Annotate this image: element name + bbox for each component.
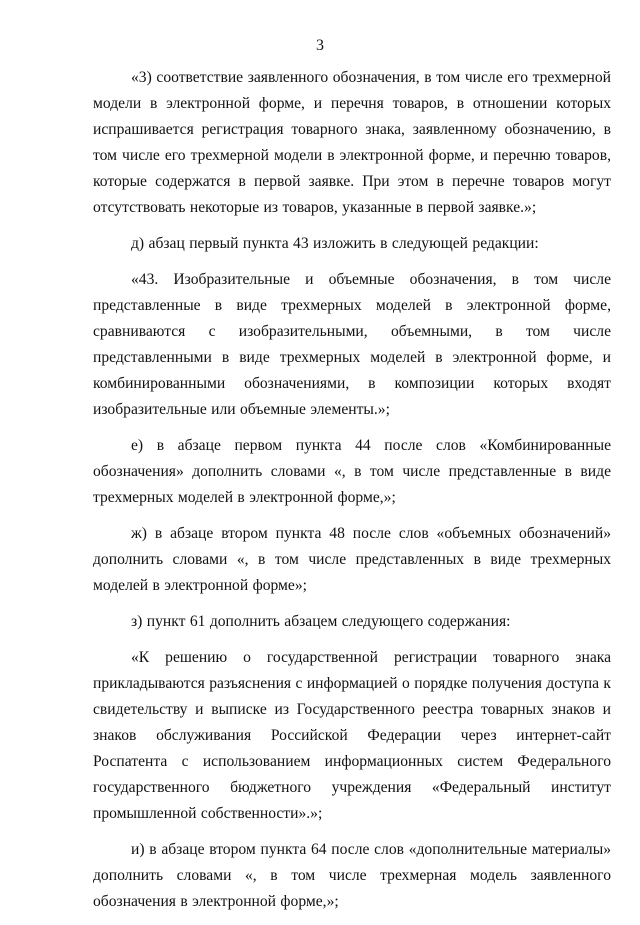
paragraph-subpoint-z: з) пункт 61 дополнить абзацем следующего содержания: — [131, 613, 511, 630]
document-body — [93, 65, 611, 925]
paragraph-subpoint-i: и) в абзаце втором пункта 64 после слов «дополнительные материалы» дополнить словами «, в том числе трехмерная модель заявленного обозначения в электронной форме,»; — [93, 841, 611, 910]
page-number: 3 — [316, 37, 324, 54]
paragraph-point-43: «43. Изобразительные и объемные обозначения, в том числе представленные в виде трехмерных моделей в электронной форме, сравниваются с изобразительными, объемными, в том числе представленными в виде трехмерных моделей в электронной форме, и комбинированными обозначениями, в композиции которых входят изобразительные или объемные элементы.»; — [93, 271, 611, 418]
paragraph-subpoint-d: д) абзац первый пункта 43 изложить в следующей редакции: — [131, 235, 539, 252]
paragraph-point-61-addition: «К решению о государственной регистрации товарного знака прикладываются разъяснения с информацией о порядке получения доступа к свидетельству и выписке из Государственного реестра товарных знаков и знаков обслуживания Российской Федерации через интернет-сайт Роспатента с использованием информационных систем Федерального государственного бюджетного учреждения «Федеральный институт промышленной собственности».»; — [93, 649, 611, 822]
paragraph-item-3: «3) соответствие заявленного обозначения, в том числе его трехмерной модели в электронной форме, и перечня товаров, в отношении которых испрашивается регистрация товарного знака, заявленному обозначению, в том числе его трехмерной модели в электронной форме, и перечню товаров, которые содержатся в первой заявке. При этом в перечне товаров могут отсутствовать некоторые из товаров, указанные в первой заявке.»; — [93, 69, 611, 216]
paragraph-subpoint-e: е) в абзаце первом пункта 44 после слов «Комбинированные обозначения» дополнить словами «, в том числе представленные в виде трехмерных моделей в электронной форме,»; — [93, 437, 611, 506]
paragraph-subpoint-zh: ж) в абзаце втором пункта 48 после слов «объемных обозначений» дополнить словами «, в том числе представленных в виде трехмерных моделей в электронной форме»; — [93, 525, 611, 594]
